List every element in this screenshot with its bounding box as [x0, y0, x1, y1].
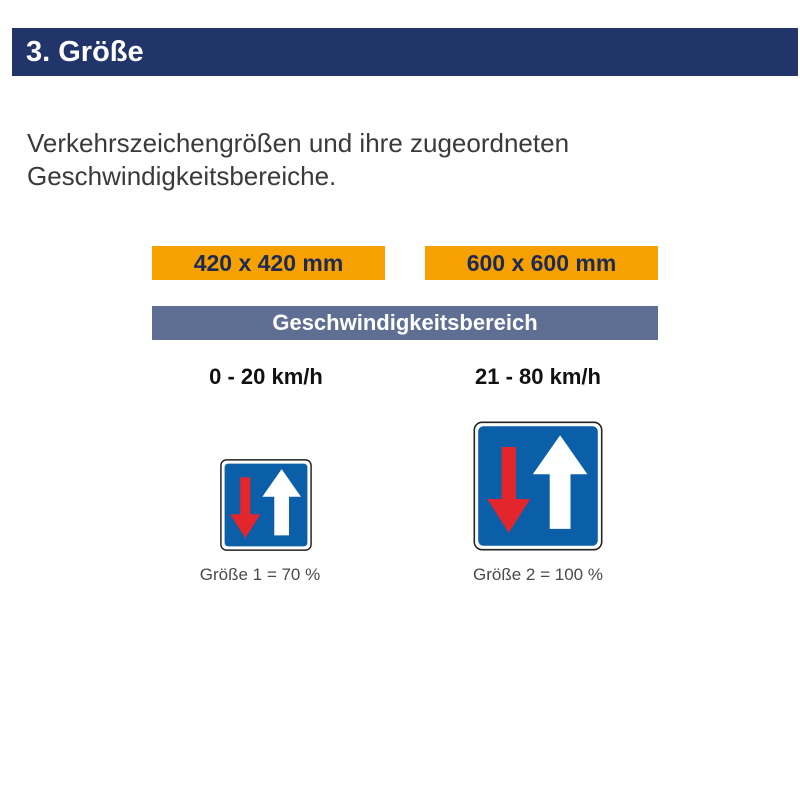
section-header	[12, 28, 798, 76]
section-title: 3. Größe	[26, 36, 144, 68]
speed-range-small: 0 - 20 km/h	[209, 364, 323, 389]
size-label-large: 600 x 600 mm	[425, 246, 658, 280]
size-label-small: 420 x 420 mm	[152, 246, 385, 280]
speed-range-large: 21 - 80 km/h	[475, 364, 601, 389]
intro-line-2: Geschwindigkeitsbereiche.	[27, 161, 337, 191]
intro-text	[27, 127, 747, 193]
intro-line-1: Verkehrszeichengrößen und ihre zugeordneten	[27, 128, 570, 158]
size-caption-large: Größe 2 = 100 %	[473, 565, 603, 584]
size-caption-small: Größe 1 = 70 %	[199, 565, 321, 584]
priority-over-oncoming-traffic-sign-icon	[220, 459, 312, 551]
priority-over-oncoming-traffic-sign-icon	[473, 421, 603, 551]
speed-range-header: Geschwindigkeitsbereich	[152, 306, 658, 340]
